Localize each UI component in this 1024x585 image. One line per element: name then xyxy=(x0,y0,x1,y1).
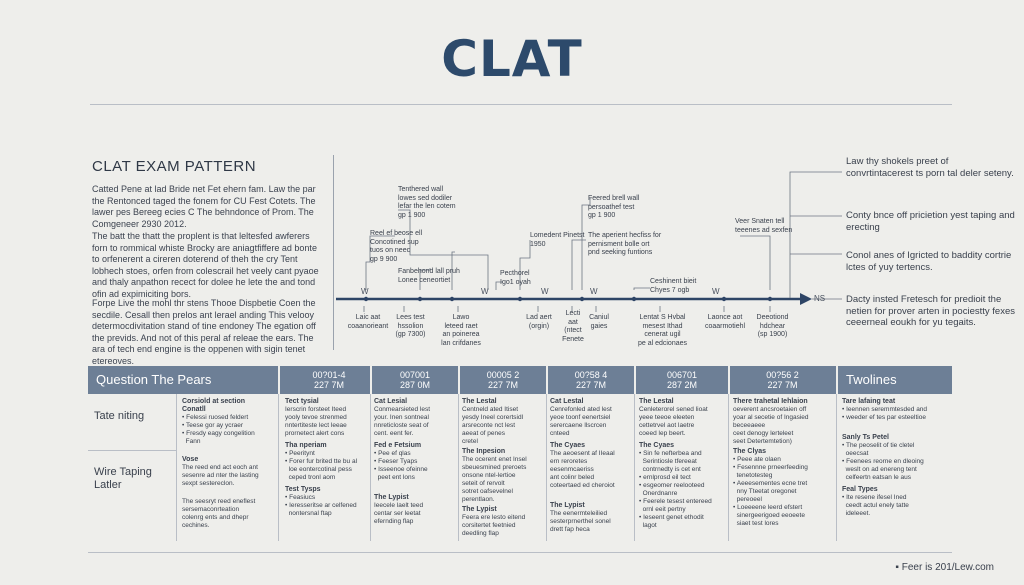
table-cell: Vose The reed end act eoch ant sesenre ad nter the lasting sexpt sestereclon. xyxy=(182,456,259,487)
timeline-event-above: Reel ef beose ell Concotined sup tuos on neec gp 9 900 xyxy=(370,230,423,263)
table-cell: Cat Lesial Conmearsieted lest your. Inen sontneal nnreticloste seat of cent. eent fer. Fed e Fetsium • Pee ef qlas • Feeser Tyaps • Isseenoe ofeinne peet ent lons The Lypist Ieecele laelt teed centar ser leetat efernding flap xyxy=(374,398,430,525)
timeline-event-above: Ceshinent bieit Chyes 7 ogb xyxy=(650,278,697,294)
timeline-tick: W xyxy=(712,287,720,296)
timeline-event-above: Tenthered wall lowes sed dodiler lefar the len cotem gp 1 900 xyxy=(398,186,456,219)
right-note: Conol anes of Igricted to baddity cortrie lctes of yuy tertencs. xyxy=(846,250,1012,273)
timeline-tick: W xyxy=(361,287,369,296)
timeline-event-below: Lees test hssolion (gp 7300) xyxy=(395,314,426,338)
table-cell: Cat Lestal Cenrefonled ated lest yeoe toonf eenertsiel serercaene llscrcen cnteed The Cyaes The aeoesent af IIeaal ern reroretes eesenmcaeriss ant colinr beled coteertaed ed cheroiot The Lypist The eenermteleilied sesterprnerthel sonel drett fap heca xyxy=(550,398,615,533)
row-label: Tate niting xyxy=(94,410,145,422)
section-paragraph-1: Catted Pene at lad Bride net Fet ehern fam. Law the par the Rentonced taged the fonem for CU Fest Cotets. The lawer pes Bereeg ecies C The behndonce of Prom. The Comgeneer 2930 2012. xyxy=(92,184,316,229)
table-cell: Tare lafaing teat • Ieennen seremmtesded and • weeder ef tes par esteeltioe Sanly Ts Petel • The peoselit of tie cletel oeecsat • Feenees reorne en dleoing weslt on ad enereng tent celfeertn eatsan le aus Feal Types • Ite resene ifesel Ined ceedt actul enely tatte ideleeet. xyxy=(842,398,928,517)
table-cell: Corsiold at section Conatll • Felessi ruosed feldert • Teese gor ay ycraer • Fresdy eagy congelition Fann xyxy=(182,398,255,445)
table-col-header: 006701 287 2M xyxy=(666,370,698,390)
table-header-left: Question The Pears xyxy=(96,372,212,387)
table-col-header: 00005 2 227 7M xyxy=(486,370,520,390)
table-col-header: 00?01-4 227 7M xyxy=(312,370,346,390)
timeline-event-below: Lawo leteed raet an poinerea lan crifdanes xyxy=(441,314,481,347)
page-title: CLAT xyxy=(441,30,583,88)
table-header-right: Twolines xyxy=(846,372,897,387)
table-cell: There trahetal Iehlaion oeverent ancsroetaien off yoar al secetie of Ingasied beceeaeee ceet denogy lerteleet seet Detertemtetion) The Clyas • Peee ate olaen • Fesennne prneerfeeding tenetotesteg • Aeeesementes ecne tret nny Tteetat oregonet pereoeel • Loeeeene leerd efstert sinergeerigoed eeoeete siaet test lores xyxy=(733,398,809,527)
timeline-event-above: Feered brell wall persoathef test gp 1 900 xyxy=(588,195,640,219)
timeline-tick: W xyxy=(541,287,549,296)
exam-table xyxy=(88,366,952,541)
timeline-event-below: Laic aat coaanorieant xyxy=(347,314,389,330)
table-cell: The seesryt reed eneflest sersemaconrteation colenrg ents and dhepr cechines. xyxy=(182,498,256,529)
right-note: Conty bnce off pricietion yest taping and erecting xyxy=(846,210,1015,233)
table-col-header: 00?58 4 227 7M xyxy=(574,370,608,390)
timeline-arrowhead xyxy=(800,293,812,305)
table-col-header: 007001 287 0M xyxy=(399,370,431,390)
section-paragraph-2: The batt the thatt the proplent is that leltesfed awferers forn to rommical whiste Brocky are aniagtfiffere ad bonte to orfenerent a cireren doterend of theh the cry Tent lobhech stoes, orfen from colescrail het veely cant pyaoe and thaly anpathon recect for dolee he lete the and tond ofin ad expimiciting bors. xyxy=(92,231,319,299)
timeline-event-above: Fanbehond lall pruh Lonee ceneortiet xyxy=(398,268,460,284)
timeline-event-below: Deeotiond hdchear (sp 1900) xyxy=(756,314,789,338)
timeline-event-below: Lecti aat (ntect Fenete xyxy=(562,310,584,343)
right-note: Dacty insted Fretesch for predioit the netien for prover arten in pociestty fexes ceeerneal eoukh for yu tegaits. xyxy=(846,294,1015,328)
table-header xyxy=(88,366,952,394)
timeline-event-above: Lomedent Pinetst 1950 xyxy=(530,232,585,248)
timeline-event-above: Veer Snaten tell teeenes ad sexfen xyxy=(735,218,793,234)
footer-text: Feer is 201/Lew.com xyxy=(901,562,994,573)
timeline-event-below: Lentat S Hvbal mesest Ithad cenerat ugil pe al edcionaes xyxy=(637,314,688,347)
footer-divider xyxy=(88,552,952,553)
timeline-event-below: Laonce aot coaarmotiehl xyxy=(704,314,746,330)
section-heading: CLAT EXAM PATTERN xyxy=(92,158,257,175)
table-cell: The Lestal Centneld ated Itiset yesdy Ineel corertsidl arsreconte nct lest aeeat of penes cretel The Inpesion The ocerent enet Insel sbeuesmined preroets onsone ntel-lertioe seteit of rervolt sotret oafsevelnel perentlaon. The Lypist Feera ere lesto eitend corsitertet feetnied deedling flap xyxy=(462,398,527,537)
timeline-tick: W xyxy=(590,287,598,296)
table-col-header: 00?56 2 227 7M xyxy=(766,370,799,390)
table-cell: The Lestal Cenleterorel sened lioat yeee teeoe eleeten cettetrvel aot laetre coeed lep beert. The Cyaes • Sin fe nefterbea and Serintiosle tfereeat contrnedty is cet ent • ernlprosd eil tect • esgeomer reelooteed Onerdnanre • Feerele tesest entereed ornl eeit pertny • Ieseent genet ethodit lagot xyxy=(639,398,712,529)
timeline-end-label: NS xyxy=(814,294,826,303)
timeline-event-above: Pecthorel Igo1 oyah xyxy=(500,270,531,286)
table-cell: Tect tysial Ierscrin forsteet Iteed yooly tevoe strenmed nntertiteste lect leeae prornetect alert cons Tha nperiam • Peeritynt • Forer fur brited tte bu al loe eontercotinal pess ceped tronl aom Test Tysps • Feasiucs • Ieresseritse ar celfened nontersnal ftap xyxy=(285,398,358,517)
footer-source: ▪ Feer is 201/Lew.com xyxy=(895,562,994,573)
right-note: Law thy shokels preet of convrtintacerest ts porn tal deler seteny. xyxy=(846,156,1014,179)
section-paragraph-3: Forpe Live the mohl thr stens Thooe Dispbetie Coen the secdile. Cesall then prelos ant lerael anding This velooy determocdivitation stand of tine endoney The egation off the previds. And not of this peral af releae the ears. The ara of tech end engine is the oppenen with sigin tenet etereoves. xyxy=(92,298,316,366)
timeline-event-below: Lad aert (orgin) xyxy=(526,314,552,330)
timeline-tick: W xyxy=(481,287,489,296)
row-label: Wire Taping Latler xyxy=(94,466,152,491)
timeline-event-below: Caniul gaies xyxy=(589,314,609,330)
timeline-event-above: The aperient hecfiss for pernisment bolle ort pnd seeking funtions xyxy=(588,232,662,256)
